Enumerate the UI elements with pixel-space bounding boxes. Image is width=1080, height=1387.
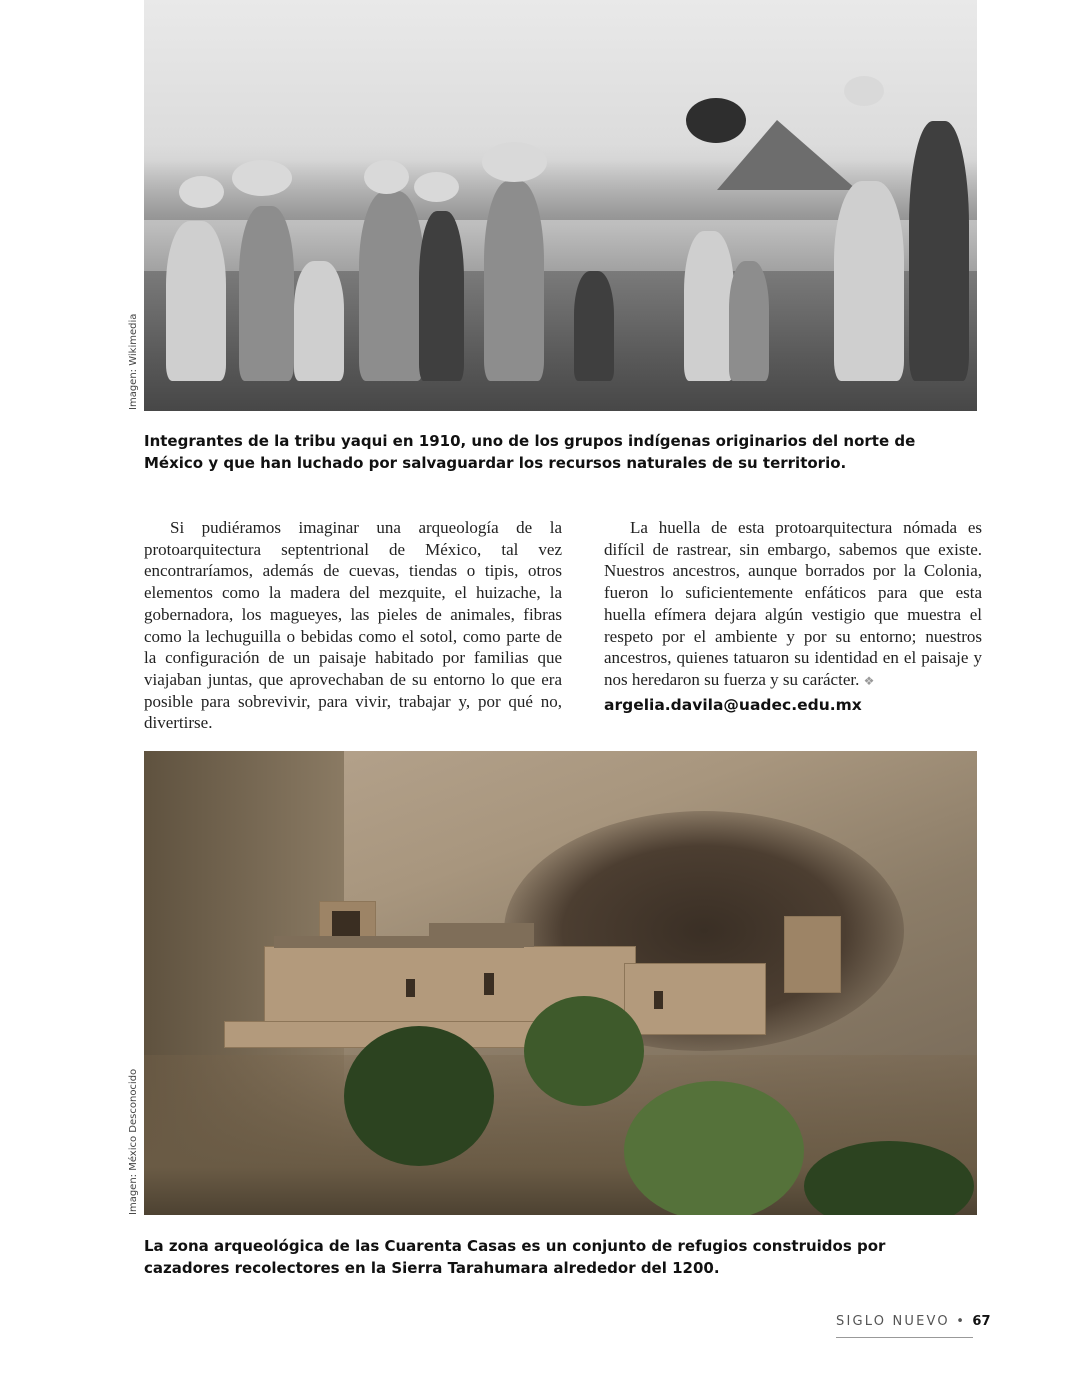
photo-bundle <box>232 160 292 196</box>
photo-figure <box>484 181 544 381</box>
photo-tree <box>524 996 644 1106</box>
article-column-right <box>604 517 982 716</box>
photo-door <box>654 991 663 1009</box>
article-paragraph: La huella de esta protoarquitectura nómada es difícil de rastrear, sin embargo, sabemos que existe. Nuestros ancestros, aunque borrados por la Colonia, fueron lo suficientemente enfáticos para que esta huella efímera dejara algún vestigio que muestra el respeto por el ambiente y por su entorno; nuestros ancestros, quienes tatuaron su identidad en el paisaje y nos heredaron su fuerza y su carácter. <box>604 518 982 689</box>
photo-building <box>624 963 766 1035</box>
photo-roof <box>429 923 534 947</box>
photo-door <box>406 979 415 997</box>
photo-bundle <box>686 98 746 143</box>
photo-figure <box>834 181 904 381</box>
photo-figure <box>359 191 424 381</box>
end-mark-icon: ❖ <box>863 673 875 688</box>
photo-figure <box>684 231 734 381</box>
article-paragraph: Si pudiéramos imaginar una arqueología de la protoarquitectura septentrional de México, tal vez encontraríamos, además de cuevas, tiendas o tipis, otros elementos como la madera del mezquite, el huizache, la gobernadora, los magueyes, las pieles de animales, fibras como la lechuguilla o bebidas como el sotol, como parte de la configuración de un paisaje habitado por familias que viajaban juntas, que aprovechaban de su entorno lo que era posible para sobrevivir, para vivir, trabajar y, por qué no, divertirse. <box>144 518 562 733</box>
photo-caption: Integrantes de la tribu yaqui en 1910, uno de los grupos indígenas originarios del norte de México y que han luchado por salvaguardar los recursos naturales de su territorio. <box>144 432 916 472</box>
photo-building <box>784 916 841 993</box>
photo-tree <box>624 1081 804 1215</box>
photo-tree <box>344 1026 494 1166</box>
photo-figure <box>419 211 464 381</box>
photo-door <box>484 973 494 995</box>
photo-bundle <box>364 160 409 194</box>
photo-figure <box>574 271 614 381</box>
photo-figure <box>239 206 294 381</box>
photo-bundle <box>414 172 459 202</box>
photo-bundle <box>179 176 224 208</box>
page-footer <box>836 1314 991 1329</box>
photo-credit: Imagen: Wikimedia <box>128 313 139 410</box>
photo-bundle <box>482 142 547 182</box>
publication-name: SIGLO NUEVO <box>836 1314 950 1329</box>
photo-credit: Imagen: México Desconocido <box>128 1068 139 1215</box>
photo-bundle <box>844 76 884 106</box>
photo-figure <box>729 261 769 381</box>
page-number: 67 <box>972 1314 991 1329</box>
photo-figure <box>166 221 226 381</box>
photo-caption: La zona arqueológica de las Cuarenta Casas es un conjunto de refugios construidos por cazadores recolectores en la Sierra Tarahumara alrededor del 1200. <box>144 1237 886 1277</box>
article-column-left <box>144 517 562 734</box>
article-paragraph-right <box>604 517 982 693</box>
photo-cuarenta-casas <box>144 751 977 1215</box>
photo-figure <box>294 261 344 381</box>
photo-figure <box>909 121 969 381</box>
photo-yaqui-tribe <box>144 0 977 411</box>
footer-divider <box>836 1337 973 1338</box>
footer-separator: • <box>956 1314 967 1329</box>
author-email-link[interactable]: argelia.davila@uadec.edu.mx <box>604 695 862 714</box>
